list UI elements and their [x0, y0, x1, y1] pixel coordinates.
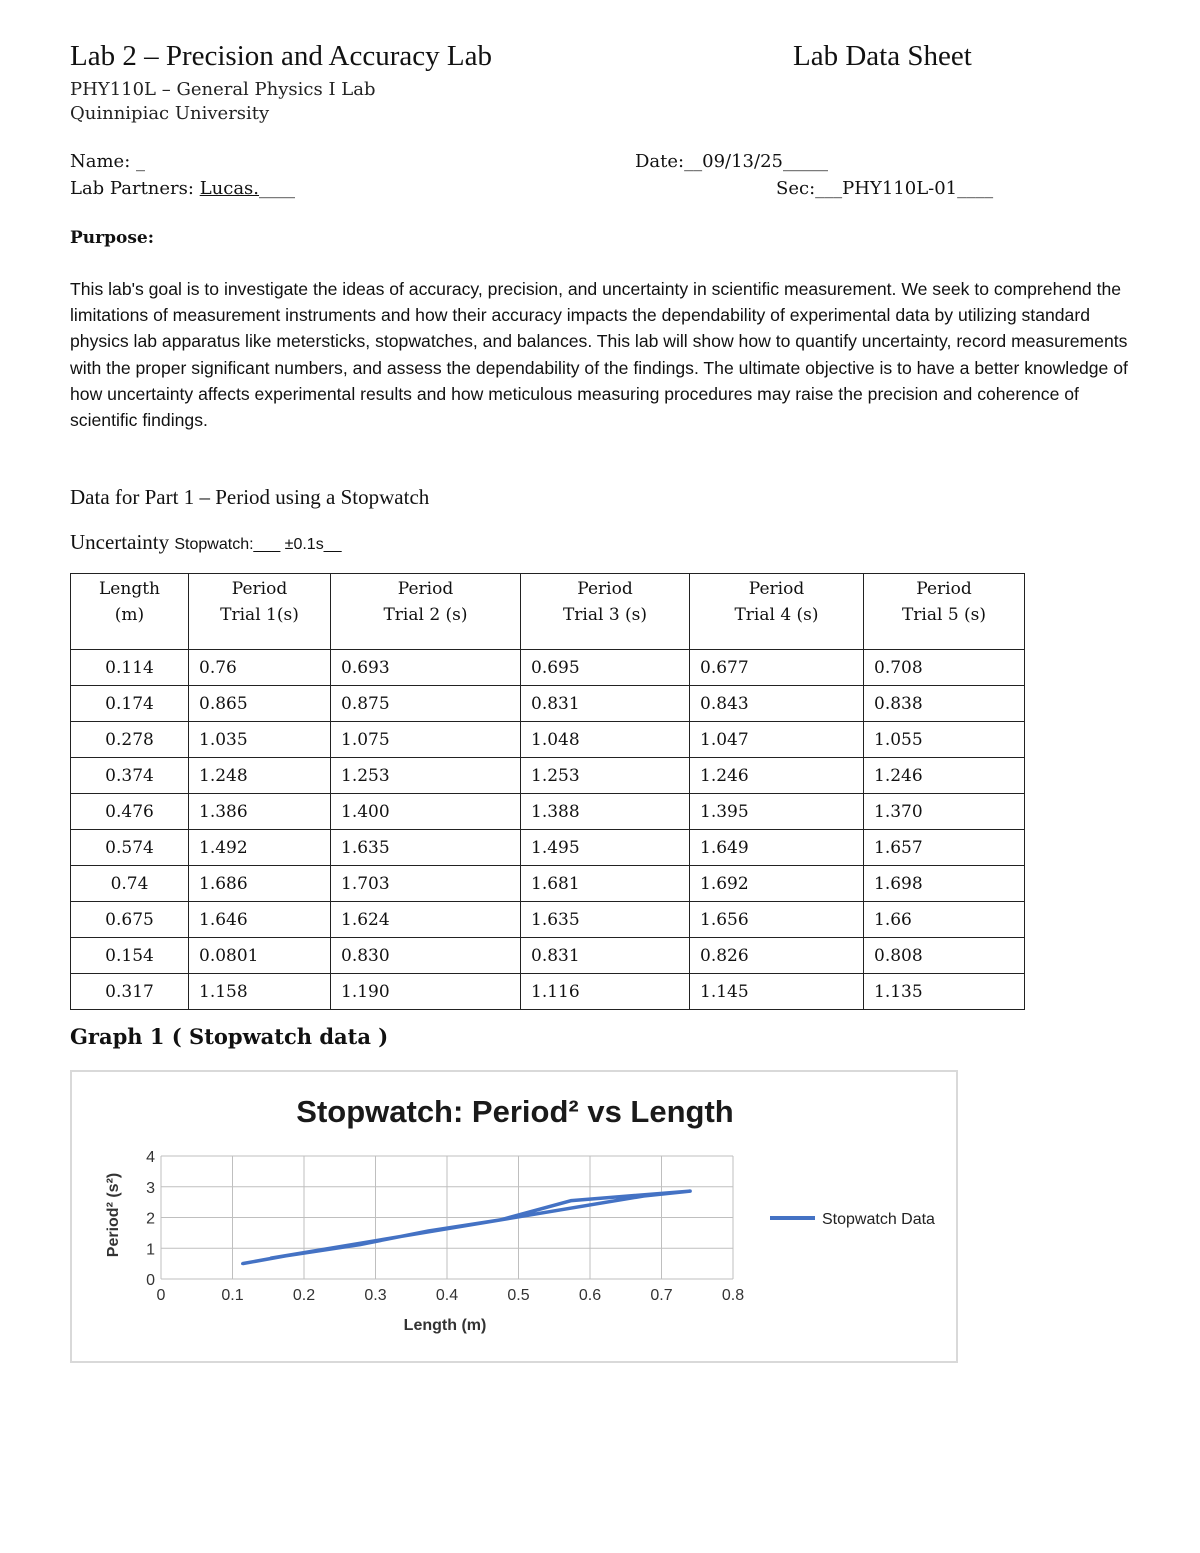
y-tick-label: 2 [146, 1210, 155, 1228]
date-blank-pre: __ [684, 151, 703, 172]
cell-trial-2: 0.875 [331, 686, 521, 722]
name-field [70, 151, 145, 172]
cell-trial-3: 0.831 [521, 938, 690, 974]
cell-trial-2: 1.624 [331, 902, 521, 938]
sec-blank-pre: ___ [815, 178, 843, 199]
cell-trial-1: 1.492 [189, 830, 331, 866]
cell-length: 0.374 [71, 758, 189, 794]
cell-trial-5: 1.66 [864, 902, 1025, 938]
cell-trial-4: 0.677 [690, 650, 864, 686]
cell-length: 0.114 [71, 650, 189, 686]
cell-trial-5: 1.246 [864, 758, 1025, 794]
legend-label: Stopwatch Data [822, 1211, 935, 1228]
cell-length: 0.174 [71, 686, 189, 722]
y-tick-label: 3 [146, 1179, 155, 1197]
header-trial-3: Period Trial 3 (s) [521, 574, 690, 650]
cell-trial-1: 0.0801 [189, 938, 331, 974]
cell-trial-4: 1.246 [690, 758, 864, 794]
table-row [71, 974, 1025, 1010]
partners-field [70, 178, 295, 199]
cell-length: 0.675 [71, 902, 189, 938]
section-field [776, 178, 993, 199]
date-field [635, 151, 828, 172]
table-row [71, 650, 1025, 686]
purpose-paragraph: This lab's goal is to investigate the ideas of accuracy, precision, and uncertainty in scientific measurement. We seek to comprehend the limitations of measurement instruments and how their accuracy impacts the dependability of experimental data by utilizing standard physics lab apparatus like metersticks, stopwatches, and balances. This lab will show how to quantify uncertainty, record measurements with the proper significant numbers, and assess the dependability of the findings. The ultimate objective is to have a better knowledge of how uncertainty affects experimental results and how meticulous measuring procedures may raise the precision and coherence of scientific findings. [70, 279, 1128, 431]
header-trial-2: Period Trial 2 (s) [331, 574, 521, 650]
cell-trial-1: 1.158 [189, 974, 331, 1010]
data-point [284, 1254, 287, 1257]
uncertainty-label: Uncertainty [70, 530, 170, 554]
y-tick-label: 4 [146, 1149, 155, 1166]
name-label: Name: [70, 151, 131, 172]
cell-trial-3: 1.495 [521, 830, 690, 866]
cell-trial-5: 1.055 [864, 722, 1025, 758]
cell-trial-3: 1.635 [521, 902, 690, 938]
data-point [270, 1257, 273, 1260]
table-row [71, 938, 1025, 974]
chart-title: Stopwatch: Period² vs Length [296, 1094, 734, 1129]
cell-trial-3: 1.253 [521, 758, 690, 794]
graph-heading: Graph 1 ( Stopwatch data ) [70, 1024, 389, 1049]
x-tick-label: 0.4 [435, 1287, 459, 1304]
table-row [71, 830, 1025, 866]
cell-trial-5: 0.808 [864, 938, 1025, 974]
y-axis-label: Period² (s²) [105, 1172, 122, 1258]
date-value: 09/13/25 [702, 151, 783, 172]
cell-trial-5: 1.370 [864, 794, 1025, 830]
part1-heading: Data for Part 1 – Period using a Stopwatch [70, 485, 430, 509]
data-point [570, 1199, 573, 1202]
lab-title: Lab 2 – Precision and Accuracy Lab [70, 40, 492, 72]
cell-trial-4: 1.395 [690, 794, 864, 830]
cell-trial-5: 1.657 [864, 830, 1025, 866]
table-row [71, 686, 1025, 722]
header-length: Length (m) [71, 574, 189, 650]
cell-length: 0.317 [71, 974, 189, 1010]
x-tick-label: 0.8 [721, 1287, 745, 1304]
cell-trial-1: 1.248 [189, 758, 331, 794]
period-data-table [70, 573, 1025, 1010]
partners-blank: ____ [259, 178, 296, 199]
cell-trial-1: 1.035 [189, 722, 331, 758]
sec-value: PHY110L-01 [842, 178, 958, 199]
cell-length: 0.278 [71, 722, 189, 758]
data-point [358, 1243, 361, 1246]
x-tick-label: 0.7 [650, 1287, 673, 1304]
cell-trial-2: 1.703 [331, 866, 521, 902]
cell-trial-3: 0.831 [521, 686, 690, 722]
sec-blank-post: ____ [957, 178, 994, 199]
cell-length: 0.476 [71, 794, 189, 830]
cell-length: 0.74 [71, 866, 189, 902]
cell-trial-3: 0.695 [521, 650, 690, 686]
chart-svg [72, 1072, 956, 1361]
uncertainty-value: Stopwatch:___ ±0.1s__ [174, 536, 342, 553]
series-line-stopwatch [243, 1191, 691, 1264]
purpose-heading: Purpose: [70, 228, 154, 248]
data-point [386, 1238, 389, 1241]
data-point [241, 1262, 244, 1265]
header-trial-5: Period Trial 5 (s) [864, 574, 1025, 650]
x-axis-label: Length (m) [403, 1317, 487, 1334]
y-tick-label: 0 [146, 1272, 155, 1289]
cell-trial-2: 1.635 [331, 830, 521, 866]
cell-trial-4: 1.692 [690, 866, 864, 902]
x-tick-label: 0.2 [292, 1287, 316, 1304]
data-point [427, 1230, 430, 1233]
x-tick-label: 0.1 [221, 1287, 244, 1304]
cell-trial-1: 1.686 [189, 866, 331, 902]
cell-trial-5: 1.698 [864, 866, 1025, 902]
cell-trial-2: 0.830 [331, 938, 521, 974]
name-value: _ [136, 151, 146, 172]
table-header-row [71, 574, 1025, 650]
date-blank-post: _____ [782, 151, 828, 172]
cell-trial-2: 0.693 [331, 650, 521, 686]
cell-trial-3: 1.388 [521, 794, 690, 830]
cell-trial-5: 0.708 [864, 650, 1025, 686]
chart-grid [161, 1156, 733, 1279]
table-row [71, 902, 1025, 938]
x-tick-label: 0.3 [364, 1287, 387, 1304]
data-point [689, 1190, 692, 1193]
cell-trial-1: 0.865 [189, 686, 331, 722]
header-trial-1: Period Trial 1(s) [189, 574, 331, 650]
cell-trial-1: 1.646 [189, 902, 331, 938]
data-point [642, 1194, 645, 1197]
chart-ticks [146, 1149, 744, 1304]
x-tick-label: 0.6 [578, 1287, 602, 1304]
sheet-title: Lab Data Sheet [793, 40, 972, 72]
cell-trial-4: 1.047 [690, 722, 864, 758]
cell-trial-4: 1.656 [690, 902, 864, 938]
cell-length: 0.154 [71, 938, 189, 974]
table-row [71, 758, 1025, 794]
cell-trial-1: 0.76 [189, 650, 331, 686]
cell-trial-4: 1.145 [690, 974, 864, 1010]
cell-trial-4: 1.649 [690, 830, 864, 866]
table-row [71, 866, 1025, 902]
course-name: PHY110L – General Physics I Lab [70, 79, 376, 100]
cell-trial-2: 1.190 [331, 974, 521, 1010]
cell-trial-1: 1.386 [189, 794, 331, 830]
chart-series [241, 1190, 692, 1266]
cell-trial-2: 1.075 [331, 722, 521, 758]
x-tick-label: 0 [156, 1287, 166, 1304]
cell-trial-2: 1.253 [331, 758, 521, 794]
cell-trial-5: 1.135 [864, 974, 1025, 1010]
chart-container [70, 1070, 958, 1363]
x-tick-label: 0.5 [507, 1287, 530, 1304]
table-row [71, 722, 1025, 758]
cell-length: 0.574 [71, 830, 189, 866]
cell-trial-2: 1.400 [331, 794, 521, 830]
date-label: Date: [635, 151, 685, 172]
sec-label: Sec: [776, 178, 816, 199]
cell-trial-4: 0.826 [690, 938, 864, 974]
cell-trial-4: 0.843 [690, 686, 864, 722]
partners-value: Lucas. [199, 178, 260, 199]
cell-trial-3: 1.116 [521, 974, 690, 1010]
uncertainty-line [70, 530, 342, 555]
table-row [71, 794, 1025, 830]
y-tick-label: 1 [146, 1241, 155, 1259]
cell-trial-5: 0.838 [864, 686, 1025, 722]
cell-trial-3: 1.048 [521, 722, 690, 758]
data-point [500, 1218, 503, 1221]
header-trial-4: Period Trial 4 (s) [690, 574, 864, 650]
cell-trial-3: 1.681 [521, 866, 690, 902]
partners-label: Lab Partners: [70, 178, 194, 199]
university-name: Quinnipiac University [70, 103, 270, 124]
